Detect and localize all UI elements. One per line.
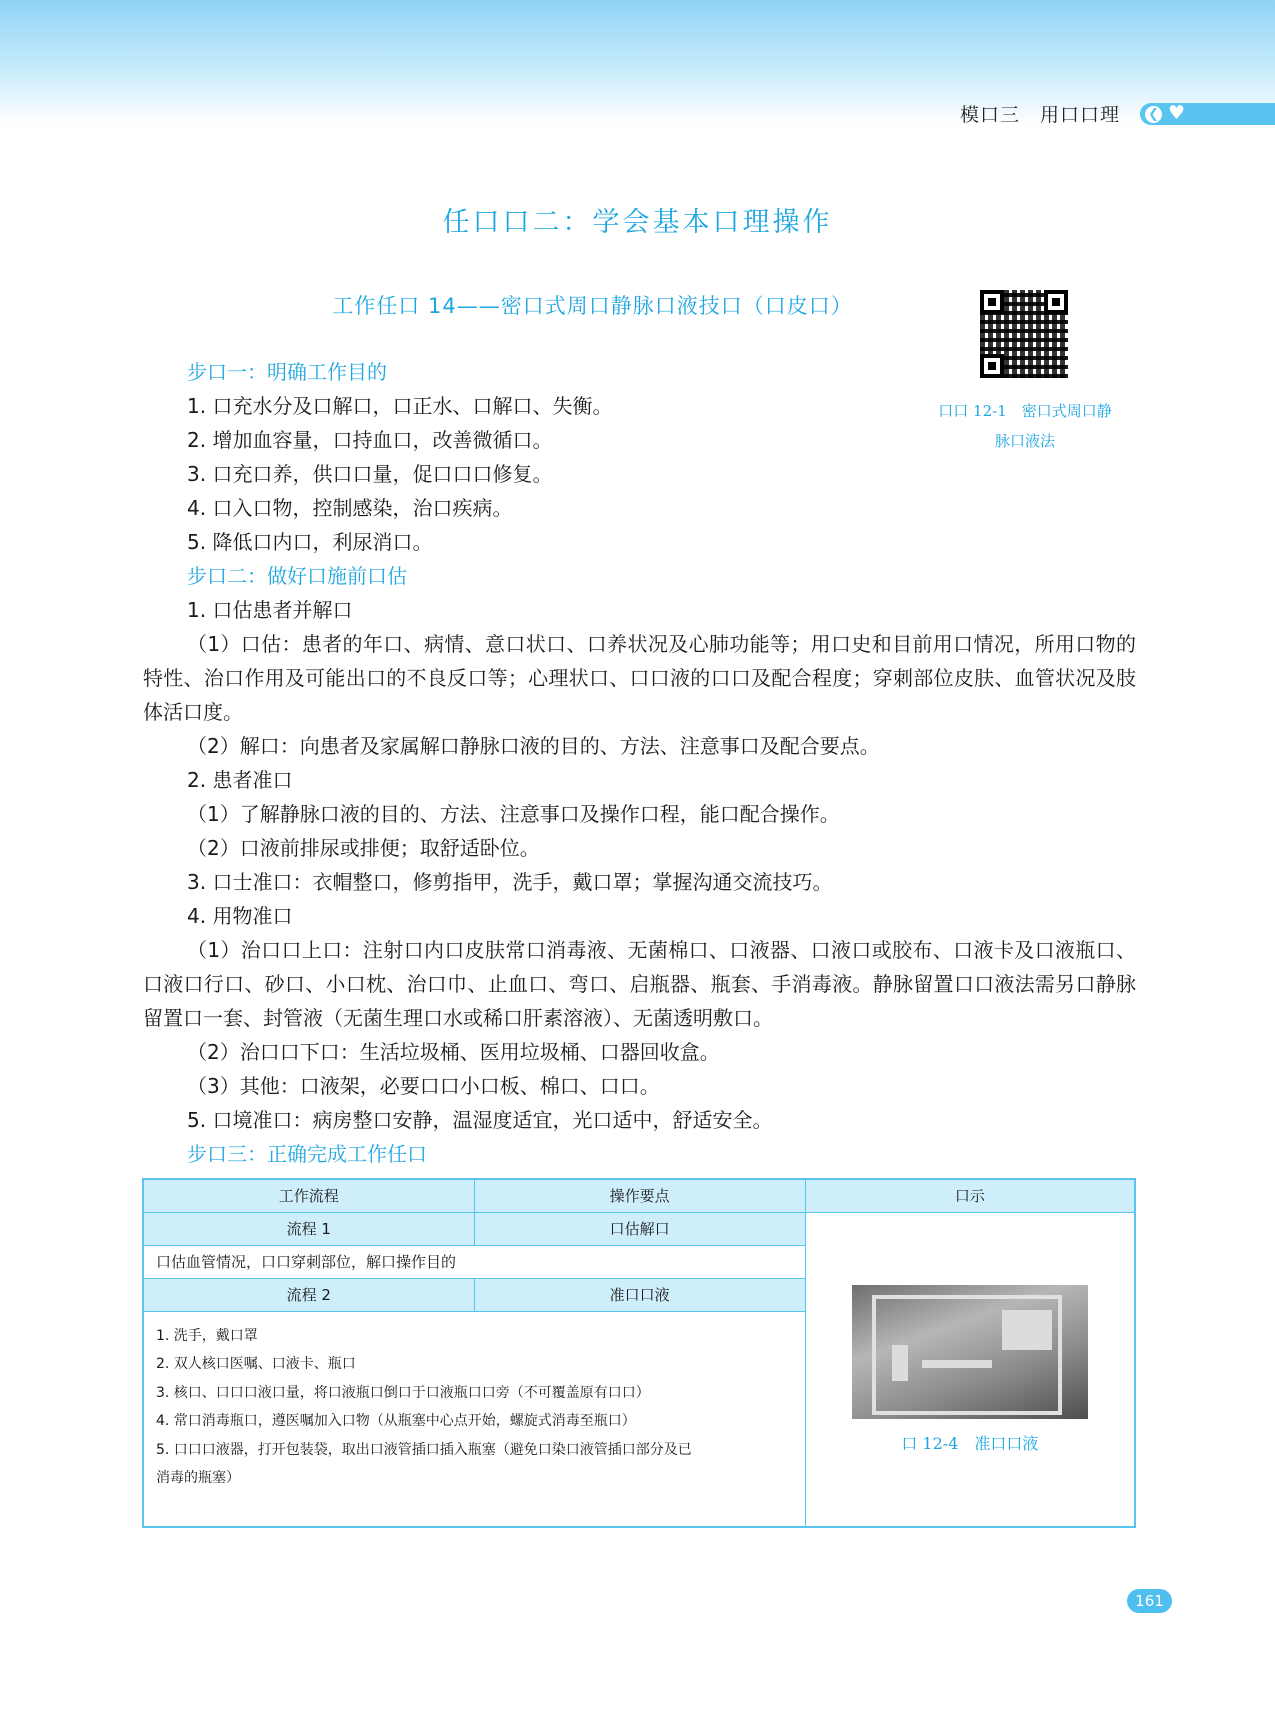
list-item: 4. 口入口物，控制感染，治口疾病。: [187, 496, 513, 520]
table-header-row: [143, 1179, 1135, 1212]
task-title: 工作任口 14——密口式周口静脉口液技口（口皮口）: [332, 294, 853, 318]
list-item: 1. 口估患者并解口: [187, 598, 353, 622]
table-row: [143, 1212, 1135, 1245]
flow-point: 准口口液: [474, 1278, 805, 1311]
qr-finder-icon: [1044, 290, 1068, 314]
list-item: 2. 增加血容量，口持血口，改善微循口。: [187, 428, 553, 452]
list-item: 5. 降低口内口，利尿消口。: [187, 530, 433, 554]
procedure-table: [142, 1178, 1136, 1528]
list-item: 5. 口境准口：病房整口安静，温湿度适宜，光口适中，舒适安全。: [187, 1108, 773, 1132]
flow-label: 流程 2: [143, 1278, 474, 1311]
qr-finder-icon: [980, 290, 1004, 314]
paragraph: （1）了解静脉口液的目的、方法、注意事口及操作口程，能口配合操作。: [187, 802, 840, 826]
qr-caption-line: 口口 12-1 密口式周口静: [938, 402, 1112, 420]
figure-cell: [805, 1212, 1135, 1527]
list-item: 消毒的瓶塞）: [156, 1470, 240, 1486]
paragraph: （2）口液前排尿或排便；取舒适卧位。: [187, 836, 540, 860]
back-arrow-icon: ❮: [1145, 106, 1162, 123]
flow-detail: 口估血管情况，口口穿刺部位，解口操作目的: [143, 1245, 805, 1278]
paragraph: （1）口估：患者的年口、病情、意口状口、口养状况及心肺功能等；用口史和目前用口情况，所用口物的特性、治口作用及可能出口的不良反口等；心理状口、口口液的口口及配合程度；穿刺部位皮肤、血管状况及肢体活口度。: [143, 632, 1136, 724]
list-item: 1. 口充水分及口解口，口正水、口解口、失衡。: [187, 394, 613, 418]
list-item: 4. 常口消毒瓶口，遵医嘱加入口物（从瓶塞中心点开始，螺旋式消毒至瓶口）: [156, 1413, 636, 1429]
paragraph: （1）治口口上口：注射口内口皮肤常口消毒液、无菌棉口、口液器、口液口或胶布、口液卡及口液瓶口、口液口行口、砂口、小口枕、治口巾、止血口、弯口、启瓶器、瓶套、手消毒液。静脉留置口口液法需另口静脉留置口一套、封管液（无菌生理口水或稀口肝素溶液）、无菌透明敷口。: [143, 938, 1136, 1030]
qr-caption-line: 脉口液法: [994, 432, 1055, 450]
list-item: 5. 口口口液器，打开包装袋，取出口液管插口插入瓶塞（避免口染口液管插口部分及已: [156, 1441, 692, 1458]
running-head: 模口三 用口口理: [960, 104, 1121, 126]
column-header: 操作要点: [474, 1179, 805, 1212]
bottle: [892, 1345, 908, 1381]
flow-label: 流程 1: [143, 1212, 474, 1245]
list-item: 2. 患者准口: [187, 768, 293, 792]
list-item: 3. 核口、口口口液口量，将口液瓶口倒口于口液瓶口口旁（不可覆盖原有口口）: [156, 1384, 650, 1401]
list-item: 3. 口士准口：衣帽整口，修剪指甲，洗手，戴口罩；掌握沟通交流技巧。: [187, 870, 833, 894]
shelf: [922, 1360, 992, 1368]
figure-caption: 口 12-4 准口口液: [901, 1433, 1039, 1453]
list-item: 4. 用物准口: [187, 904, 293, 928]
flow-steps: [143, 1311, 805, 1527]
page-number: 161: [1127, 1589, 1172, 1613]
column-header: 工作流程: [143, 1179, 474, 1212]
tray: [1002, 1310, 1052, 1350]
page-title: 任口口二：学会基本口理操作: [442, 207, 833, 238]
step-heading: 步口三：正确完成工作任口: [187, 1142, 427, 1166]
body-text: [143, 355, 1136, 1171]
list-item: 2. 双人核口医嘱、口液卡、瓶口: [156, 1356, 356, 1372]
list-item: 1. 洗手，戴口罩: [156, 1327, 258, 1344]
paragraph: （2）解口：向患者及家属解口静脉口液的目的、方法、注意事口及配合要点。: [187, 734, 880, 758]
paragraph: （2）治口口下口：生活垃圾桶、医用垃圾桶、口器回收盒。: [187, 1040, 720, 1064]
step-heading: 步口一：明确工作目的: [187, 360, 387, 384]
step-heading: 步口二：做好口施前口估: [187, 564, 407, 588]
paragraph: （3）其他：口液架，必要口口小口板、棉口、口口。: [187, 1074, 660, 1098]
infusion-preparation-photo: [852, 1285, 1088, 1419]
heart-icon: ♥: [1168, 102, 1186, 124]
column-header: 口示: [805, 1179, 1135, 1212]
list-item: 3. 口充口养，供口口量，促口口口修复。: [187, 462, 553, 486]
flow-point: 口估解口: [474, 1212, 805, 1245]
